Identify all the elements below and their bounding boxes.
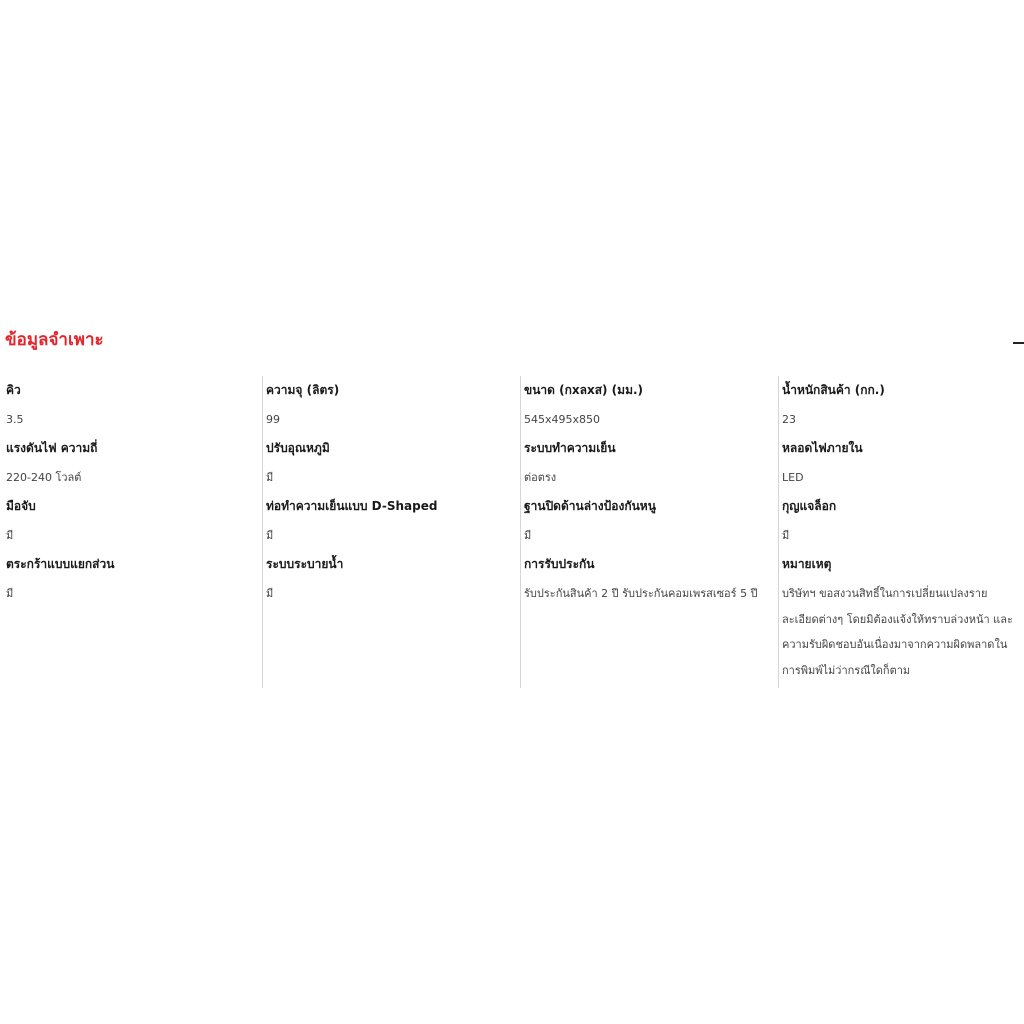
spec-item bbox=[266, 550, 520, 608]
spec-column-2 bbox=[262, 376, 520, 688]
spec-item bbox=[6, 492, 261, 550]
spec-value: 545x495x850 bbox=[524, 413, 601, 426]
spec-label: ระบบทำความเย็น bbox=[524, 441, 616, 455]
spec-value: 23 bbox=[782, 413, 796, 426]
spec-item bbox=[6, 434, 261, 492]
spec-item bbox=[524, 434, 778, 492]
spec-item bbox=[266, 434, 520, 492]
collapse-toggle-icon[interactable] bbox=[1013, 342, 1024, 344]
spec-label: ปรับอุณหภูมิ bbox=[266, 441, 330, 455]
spec-item bbox=[782, 492, 1024, 550]
spec-value: มี bbox=[524, 529, 532, 542]
spec-value: 3.5 bbox=[6, 413, 24, 426]
spec-item bbox=[782, 434, 1024, 492]
spec-label: ตระกร้าแบบแยกส่วน bbox=[6, 557, 115, 571]
spec-item bbox=[524, 376, 778, 434]
spec-item bbox=[266, 376, 520, 434]
spec-column-3 bbox=[520, 376, 778, 688]
spec-label: แรงดันไฟ ความถี่ bbox=[6, 441, 98, 455]
spec-item bbox=[6, 376, 261, 434]
spec-item bbox=[524, 492, 778, 550]
spec-value: มี bbox=[6, 587, 14, 600]
spec-label: ฐานปิดด้านล่างป้องกันหนู bbox=[524, 499, 656, 513]
spec-label: การรับประกัน bbox=[524, 557, 595, 571]
spec-value: ต่อตรง bbox=[524, 471, 557, 484]
spec-value: มี bbox=[782, 529, 790, 542]
spec-value: 220-240 โวลต์ bbox=[6, 471, 82, 484]
spec-label: หลอดไฟภายใน bbox=[782, 441, 863, 455]
spec-label: ขนาด (กxลxส) (มม.) bbox=[524, 383, 644, 397]
spec-label: หมายเหตุ bbox=[782, 557, 832, 571]
spec-column-4 bbox=[778, 376, 1024, 688]
spec-column-1 bbox=[6, 376, 261, 688]
spec-item bbox=[782, 550, 1024, 683]
spec-label: มือจับ bbox=[6, 499, 36, 513]
spec-item bbox=[782, 376, 1024, 434]
spec-value: มี bbox=[266, 529, 274, 542]
spec-value: รับประกันสินค้า 2 ปี รับประกันคอมเพรสเซอร์ 5 ปี bbox=[524, 587, 758, 600]
spec-item bbox=[524, 550, 778, 608]
spec-grid bbox=[0, 376, 1024, 688]
spec-label: คิว bbox=[6, 383, 21, 397]
spec-value: LED bbox=[782, 471, 804, 484]
spec-value: มี bbox=[266, 587, 274, 600]
spec-item bbox=[6, 550, 261, 608]
spec-label: ระบบระบายน้ำ bbox=[266, 557, 344, 571]
spec-value-note: บริษัทฯ ขอสงวนสิทธิ์ในการเปลี่ยนแปลงรายละเอียดต่างๆ โดยมิต้องแจ้งให้ทราบล่วงหน้า และความรับผิดชอบอันเนื่องมาจากความผิดพลาดในการพิมพ์ไม่ว่ากรณีใดก็ตาม bbox=[782, 587, 1013, 677]
section-title: ข้อมูลจำเพาะ bbox=[5, 330, 104, 350]
spec-label: ท่อทำความเย็นแบบ D-Shaped bbox=[266, 499, 438, 513]
spec-label: กุญแจล็อก bbox=[782, 499, 837, 513]
spec-value: 99 bbox=[266, 413, 280, 426]
spec-value: มี bbox=[6, 529, 14, 542]
spec-item bbox=[266, 492, 520, 550]
spec-label: น้ำหนักสินค้า (กก.) bbox=[782, 383, 885, 397]
spec-label: ความจุ (ลิตร) bbox=[266, 383, 340, 397]
spec-value: มี bbox=[266, 471, 274, 484]
